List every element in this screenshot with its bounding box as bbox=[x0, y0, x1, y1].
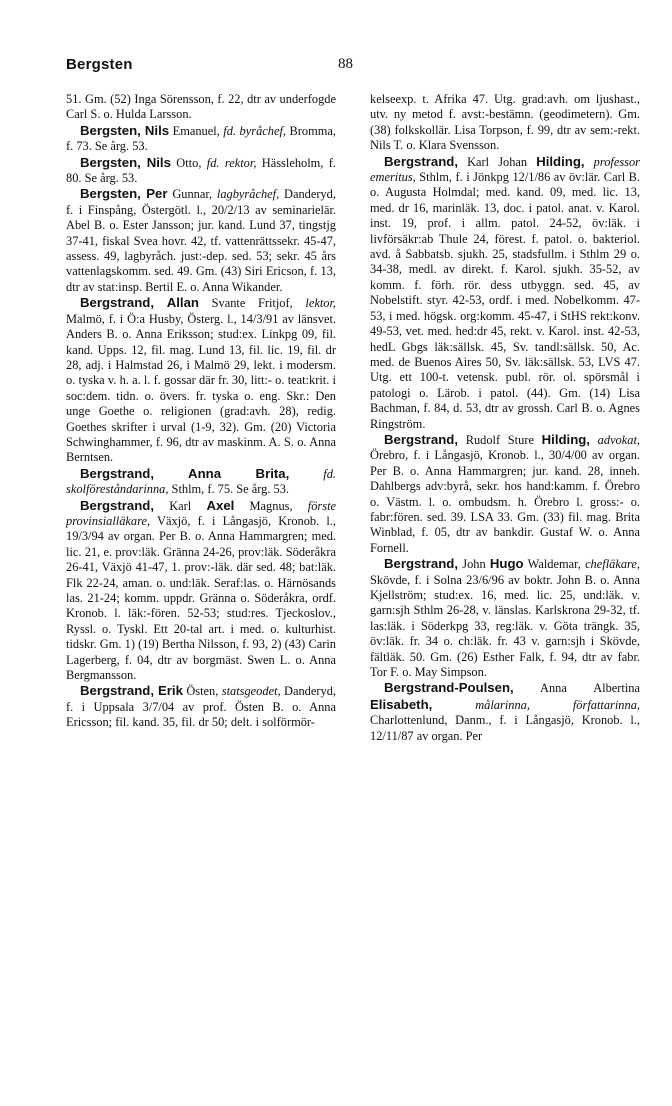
biography-entry bbox=[370, 432, 640, 556]
entry-title: statsgeodet, bbox=[221, 684, 281, 699]
entry-text: Danderyd, f. i Finspång, Östergötl. l., 20/2/13 av seminarielär. Abel B. o. Ester Jansson; jur. kand. Lund 37, tingstjg 37-41, fiskal Svea hovr. 42, tf. vattenrättssekr. 45-47, assess. 49, lagbyråch. just:-dep. sed. 53; sekr. 45 års vattenlagskomm. sed. 49. Gm. (43) Siri Ericson, f. 13, dtr av stat:insp. Bertil E. o. Anna Wikander. bbox=[66, 187, 336, 294]
left-column bbox=[66, 92, 336, 731]
entry-title: lagbyråchef, bbox=[216, 187, 280, 202]
entry-text bbox=[289, 467, 323, 481]
entry-text: Sthlm, f. i Jönkpg 12/1/86 av öv:lär. Carl B. o. Augusta Holmdal; med. kand. 09, med. lic. 13, med. dr 16, marinläk. 13, doc. i patol. anat. v. Karol. inst. 19, prof. i allm. patol. 24-52, öv:läk. i livförsäkr:ab Thule 24, förest. f. patol. o. bakteriol. avd. å Sabbatsb. sjukh. 25, stadsfullm. i Sthlm 29 o. 34-38, medl. av direkt. f. Karol. sjukh. 35-52, av komm. f. förh. rör. dess utbyggn. sed. 45, av Nobelstift. styr. 42-53, ordf. i med. Nobelkomm. 47-53, i med. högsk. org:komm. 45-47, i StHS rekt:konv. 49-53, vet. med. hed:dr 45, rekt. v. Karol. inst. 42-53, hedL Gbgs läk:sällsk. 45, Sv. tandl:sällsk. 50, Ac. med. de Buenos Aires 50, Sv. läk:sällsk. 53, LVS 47. Utg. ett 100-t. vetensk. publ. rör. ol. spörsmål i patologi o. Lärob. i patol. (44). Gm. (14) Lisa Bachman, f. 84, d. 53, dtr av grossh. Carl B. o. Agnes Ringström. bbox=[370, 170, 640, 431]
entry-text: 51. Gm. (52) Inga Sörensson, f. 22, dtr av underfogde Carl S. o. Hulda Larsson. bbox=[66, 92, 336, 122]
entry-text: Waldemar, bbox=[523, 557, 586, 572]
biography-entry bbox=[66, 295, 336, 465]
biography-entry bbox=[370, 154, 640, 432]
entry-title: fd. byråchef, bbox=[223, 123, 287, 138]
biography-entry bbox=[66, 123, 336, 155]
biography-entry bbox=[370, 556, 640, 680]
entry-given-name: Hugo bbox=[489, 556, 524, 572]
entry-headword: Bergstrand, Allan bbox=[80, 295, 199, 311]
entry-given-name: Axel bbox=[206, 497, 235, 513]
entry-text: kelseexp. t. Afrika 47. Utg. grad:avh. om ljushast., utv. ny metod f. avst:-bestämn. (geodimetern). Gm. (38) folkskollär. Lisa Torpson, f. 99, dtr av sem:-rekt. Nils T. o. Klara Svensson. bbox=[370, 92, 640, 153]
biography-entry bbox=[370, 680, 640, 744]
entry-text bbox=[590, 433, 598, 447]
entry-title: chefläkare, bbox=[585, 557, 640, 572]
biography-entry bbox=[66, 498, 336, 684]
entry-headword: Bergstrand, bbox=[384, 431, 459, 447]
entry-title: lektor, bbox=[305, 296, 336, 311]
entry-text bbox=[585, 155, 594, 169]
entry-text: John bbox=[458, 557, 490, 572]
entry-text: Hässleholm, f. 80. Se årg. 53. bbox=[66, 155, 336, 186]
entry-text: Otto, bbox=[170, 155, 207, 170]
entry-title: målarinna, författarinna, bbox=[475, 697, 640, 712]
entry-title: advokat, bbox=[597, 432, 640, 447]
entry-title: fd. rektor, bbox=[206, 155, 257, 170]
entry-text: Magnus, bbox=[234, 498, 308, 513]
entry-text bbox=[432, 698, 475, 712]
entry-given-name: Hilding, bbox=[536, 153, 585, 169]
entry-text: Östen, bbox=[182, 684, 222, 699]
right-column bbox=[370, 92, 640, 744]
entry-title: professor emeritus, bbox=[370, 154, 640, 185]
entry-headword: Bergstrand, Anna Brita, bbox=[80, 465, 290, 481]
entry-title: förste provinsialläkare, bbox=[66, 498, 337, 528]
entry-text: Emanuel, bbox=[169, 123, 224, 138]
entry-text: Örebro, f. i Långasjö, Kronob. l., 30/4/00 av organ. Per B. o. Anna Hammargren; jur. kand. 28, inneh. Dahlbergs adv:byrå, sekr. hos hand:kamm. f. Örebro o. Västm. l. o. ombudsm. h. Örebro l. gross:- o. fabr:fören. sed. 39. LSA 33. Gm. (33) fil. mag. Brita Winblad, f. 05, dtr av bankdir. Gustaf W. o. Anna Fornell. bbox=[370, 448, 640, 555]
entry-text: Malmö, f. i Ö:a Husby, Österg. l., 14/3/91 av länsvet. Anders B. o. Anna Eriksson; stud:ex. Linkpg 09, fil. kand. Upps. 12, fil. mag. Lund 13, fil. lic. 19, fil. dr 28, adj. i Halmstad 26, i Malmö 29, lekt. i modersm. o. tyska v. h. a. l. f. gossar där fr. 30, litt:- o. teat:krit. i soc:dem. tidn. o. övers. fr. tyska o. eng. Skr.: Den unge Goethe o. religionen (grad:avh. 28), redig. Goethes skrifter i urval (1-9, 32). Gm. (20) Victoria Schwinghammer, f. 96, dtr av maskinm. A. S. o. Anna Berntsen. bbox=[66, 311, 336, 465]
entry-text: Danderyd, f. i Uppsala 3/7/04 av prof. Östen B. o. Anna Ericsson; fil. kand. 35, fil. dr 50; delt. i solförmör- bbox=[66, 684, 336, 730]
entry-text: Sthlm, f. 75. Se årg. 53. bbox=[168, 482, 290, 497]
entry-given-name: Elisabeth, bbox=[370, 696, 433, 712]
entry-headword: Bergstrand, Erik bbox=[80, 683, 183, 699]
entry-headword: Bergstrand, bbox=[80, 497, 155, 513]
entry-headword: Bergstrand, bbox=[384, 153, 459, 169]
running-head bbox=[66, 56, 606, 80]
biography-entry bbox=[66, 155, 336, 187]
entry-text: Charlottenlund, Danm., f. i Långasjö, Kronob. l., 12/11/87 av organ. Per bbox=[370, 713, 640, 743]
entry-headword: Bergsten, Per bbox=[80, 186, 168, 202]
entry-headword: Bergsten, Nils bbox=[80, 122, 170, 138]
entry-title: fd. skolföreståndarinna, bbox=[66, 466, 336, 497]
entry-headword: Bergsten, Nils bbox=[80, 154, 171, 170]
biography-entry bbox=[66, 466, 336, 498]
entry-text: Gunnar, bbox=[167, 187, 217, 202]
entry-text: Karl Johan bbox=[458, 154, 537, 169]
entry-given-name: Hilding, bbox=[541, 431, 590, 447]
entry-text: Skövde, f. i Solna 23/6/96 av boktr. John B. o. Anna Kjellström; stud:ex. 16, med. lic. 25, und:läk. v. garn:sjh Sthlm 26-28, v. länslas. Karlskrona 29-32, tf. las:läk. i Söderkpg 33, reg:läk. v. Göta trängk. 35, öv:läk. fr. 34 o. ch:läk. fr. 43 v. garn:sjh i Skövde, fältläk. 50. Gm. (26) Esther Falk, f. 94, dtr av fabr. Tor F. o. May Simpson. bbox=[370, 572, 640, 680]
page-number: 88 bbox=[338, 56, 353, 72]
entry-text: Bromma, f. 73. Se årg. 53. bbox=[66, 123, 336, 154]
entry-text: Rudolf Sture bbox=[458, 432, 542, 447]
biography-entry bbox=[66, 92, 336, 123]
entry-text: Anna Albertina bbox=[513, 681, 640, 696]
biography-entry bbox=[66, 683, 336, 730]
biography-entry bbox=[66, 186, 336, 295]
entry-text: Svante Fritjof, bbox=[198, 296, 306, 311]
entry-headword: Bergstrand, bbox=[384, 556, 459, 572]
entry-headword: Bergstrand-Poulsen, bbox=[384, 680, 514, 696]
biography-entry bbox=[370, 92, 640, 154]
entry-text: Karl bbox=[154, 498, 207, 513]
running-head-name: Bergsten bbox=[66, 56, 133, 73]
entry-text: Växjö, f. i Långasjö, Kronob. l., 19/3/94 av organ. Per B. o. Anna Hammargren; med. lic. 21, e. prov:läk. Gränna 24-26, prov:läk. Söderåkra 26-41, Växjö 41-47, 1. prov:-läk. där sed. 48; bat:läk. Flk 22-24, aman. o. und:läk. Seraf:las. o. Härnösands las. 21-24; komm. uppdr. Gränna o. Söderåkra, ordf. Kronob. l. läk:-fören. 52-53; stud:res. Tjeckoslov., Ryssl. o. Tyskl. Ett 20-tal art. i med. o. kulturhist. tidskr. Gm. 1) (19) Bertha Nilsson, f. 93, 2) (43) Carin Lagerberg, f. 04, dtr av borgmäst. Swen L. o. Anna Bergmansson. bbox=[66, 513, 336, 683]
